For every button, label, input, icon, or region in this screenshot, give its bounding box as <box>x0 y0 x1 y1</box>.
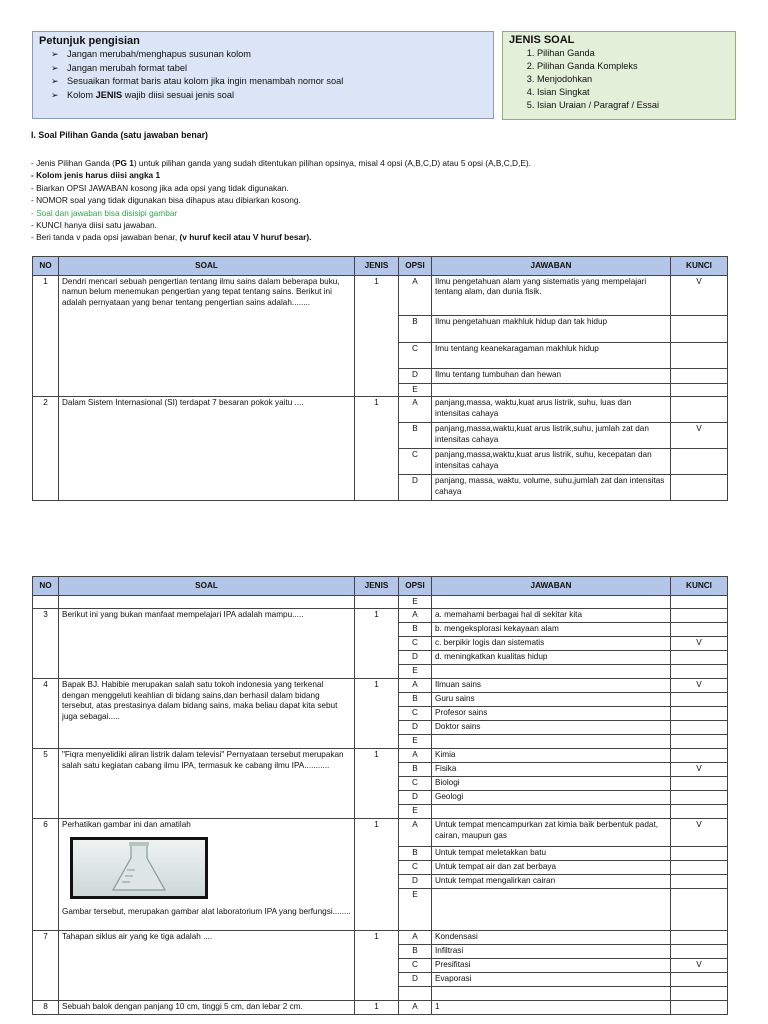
answer-key <box>671 623 728 637</box>
question-text-content: Dendri mencari sebuah pengertian tentang ilmu sains dalam beberapa buku, namun belum menemukan pengertian yang tepat tentang sains. Berikut ini adalah pernyataan yang benar tentang pengertian sains adalah........ <box>62 277 340 307</box>
jenis-soal-item: 3. Menjodohkan <box>537 73 729 86</box>
answer-key <box>671 651 728 665</box>
header-jawaban: JAWABAN <box>432 257 671 276</box>
option-answer: Untuk tempat mengalirkan cairan <box>432 875 671 889</box>
answer-key <box>671 1001 728 1015</box>
question-text <box>59 749 355 819</box>
option-letter: D <box>399 973 432 987</box>
rule-line: - NOMOR soal yang tidak digunakan bisa dihapus atau dibiarkan kosong. <box>31 195 301 206</box>
answer-key <box>671 847 728 861</box>
option-letter: B <box>399 693 432 707</box>
table-header-row <box>33 577 728 596</box>
answer-key <box>671 449 728 475</box>
petunjuk-item: ➢ Jangan merubah format tabel <box>67 62 487 76</box>
question-table-1 <box>32 256 728 501</box>
table-row <box>33 596 728 609</box>
answer-key <box>671 721 728 735</box>
option-letter: C <box>399 777 432 791</box>
answer-key: V <box>671 959 728 973</box>
option-answer: Untuk tempat meletakkan batu <box>432 847 671 861</box>
answer-key <box>671 777 728 791</box>
option-letter: D <box>399 369 432 384</box>
answer-key <box>671 791 728 805</box>
petunjuk-item <box>67 89 487 103</box>
jenis-soal-title: JENIS SOAL <box>509 34 575 46</box>
option-letter: A <box>399 679 432 693</box>
question-number: 7 <box>33 931 59 1001</box>
option-answer: 1 <box>432 1001 671 1015</box>
answer-key <box>671 735 728 749</box>
option-answer: Untuk tempat air dan zat berbaya <box>432 861 671 875</box>
table-row <box>33 679 728 693</box>
rule-line <box>31 231 531 243</box>
petunjuk-pengisian-box <box>32 31 494 119</box>
jenis-soal-item: 5. Isian Uraian / Paragraf / Essai <box>537 99 729 112</box>
question-type: 1 <box>355 931 399 1001</box>
answer-key: V <box>671 423 728 449</box>
option-answer: Kondensasi <box>432 931 671 945</box>
question-text <box>59 819 355 931</box>
answer-key <box>671 945 728 959</box>
table-row <box>33 931 728 945</box>
option-letter <box>399 987 432 1001</box>
petunjuk-item-bold: JENIS <box>95 89 123 100</box>
header-opsi: OPSI <box>399 577 432 596</box>
answer-key: V <box>671 763 728 777</box>
option-letter: A <box>399 1001 432 1015</box>
answer-key <box>671 316 728 343</box>
question-type: 1 <box>355 276 399 397</box>
option-letter: D <box>399 721 432 735</box>
question-type: 1 <box>355 749 399 819</box>
question-text-after: Gambar tersebut, merupakan gambar alat laboratorium IPA yang berfungsi........ <box>62 906 351 916</box>
question-text <box>59 679 355 749</box>
petunjuk-item-pre: Kolom <box>67 89 96 100</box>
table-row <box>33 1001 728 1015</box>
answer-key <box>671 889 728 931</box>
option-answer: panjang,massa,waktu,kuat arus listrik, suhu, kecepatan dan intensitas cahaya <box>432 449 671 475</box>
answer-key <box>671 665 728 679</box>
question-type: 1 <box>355 679 399 749</box>
rule-7-pre: - Beri tanda v pada opsi jawaban benar, <box>31 232 180 243</box>
answer-key <box>671 397 728 423</box>
jenis-soal-box <box>502 31 736 120</box>
question-text-content: Bapak BJ. Habibie merupakan salah satu tokoh indonesia yang terkenal dengan menggeluti keahlian di bidang sains,dan berhasil dalam bidang tersebut, atas prestasinya dalam bidang sains, maka beliau dapat kita sebut juga sebagai..... <box>62 680 338 721</box>
answer-key <box>671 596 728 609</box>
table-row <box>33 609 728 623</box>
option-letter: A <box>399 931 432 945</box>
answer-key: V <box>671 276 728 316</box>
option-letter: D <box>399 875 432 889</box>
jenis-soal-item: 1. Pilihan Ganda <box>537 47 729 60</box>
petunjuk-item-post: wajib diisi sesuai jenis soal <box>122 89 235 100</box>
option-letter: A <box>399 276 432 316</box>
option-answer: Infiltrasi <box>432 945 671 959</box>
answer-key <box>671 369 728 384</box>
option-answer: Doktor sains <box>432 721 671 735</box>
answer-key <box>671 693 728 707</box>
option-letter: D <box>399 651 432 665</box>
petunjuk-list <box>39 48 487 102</box>
question-number: 3 <box>33 609 59 679</box>
question-number: 6 <box>33 819 59 931</box>
option-answer: Fisika <box>432 763 671 777</box>
question-text-content: Tahapan siklus air yang ke tiga adalah .... <box>62 932 213 942</box>
answer-key <box>671 707 728 721</box>
question-type: 1 <box>355 609 399 679</box>
option-answer: Kimia <box>432 749 671 763</box>
rule-7-bold: (v huruf kecil atau V huruf besar). <box>179 232 312 243</box>
option-answer: Imu tentang keanekaragaman makhluk hidup <box>432 343 671 369</box>
answer-key: V <box>671 679 728 693</box>
option-letter: A <box>399 819 432 847</box>
option-letter: E <box>399 596 432 609</box>
option-answer: panjang,massa,waktu,kuat arus listrik,suhu, jumlah zat dan intensitas cahaya <box>432 423 671 449</box>
header-kunci: KUNCI <box>671 577 728 596</box>
header-opsi: OPSI <box>399 257 432 276</box>
erlenmeyer-flask-image <box>70 837 208 899</box>
option-letter: E <box>399 805 432 819</box>
table-row <box>33 819 728 847</box>
option-answer: a. memahami berbagai hal di sekitar kita <box>432 609 671 623</box>
option-letter: A <box>399 749 432 763</box>
rules-block <box>31 157 531 244</box>
question-table-2 <box>32 576 728 1015</box>
option-answer: panjang, massa, waktu, volume, suhu,jumlah zat dan intensitas cahaya <box>432 475 671 501</box>
question-text-content: "Fiqra menyelidiki aliran listrik dalam televisi" Pernyataan tersebut merupakan salah satu kegiatan cabang ilmu IPA, termasuk ke cabang ilmu IPA........... <box>62 750 344 770</box>
question-text <box>59 1001 355 1015</box>
answer-key <box>671 931 728 945</box>
option-letter: B <box>399 847 432 861</box>
answer-key <box>671 875 728 889</box>
question-text <box>59 276 355 397</box>
table-header-row <box>33 257 728 276</box>
question-text-content: Perhatikan gambar ini dan amatilah <box>62 820 191 830</box>
option-answer <box>432 987 671 1001</box>
option-letter: B <box>399 945 432 959</box>
option-letter: C <box>399 637 432 651</box>
option-letter: C <box>399 861 432 875</box>
option-answer: Geologi <box>432 791 671 805</box>
option-answer: Ilmu tentang tumbuhan dan hewan <box>432 369 671 384</box>
rule-line <box>31 157 531 169</box>
option-answer: c. berpikir logis dan sistematis <box>432 637 671 651</box>
option-answer: Biologi <box>432 777 671 791</box>
rule-line: - Soal dan jawaban bisa disisipi gambar <box>31 207 178 218</box>
question-type: 1 <box>355 397 399 501</box>
petunjuk-item: ➢ Jangan merubah/menghapus susunan kolom <box>67 48 487 62</box>
answer-key <box>671 384 728 397</box>
option-answer: panjang,massa, waktu,kuat arus listrik, suhu, luas dan intensitas cahaya <box>432 397 671 423</box>
rule-1-bold: PG 1 <box>114 158 134 168</box>
option-answer: Ilmuan sains <box>432 679 671 693</box>
question-type: 1 <box>355 819 399 931</box>
option-answer: Untuk tempat mencampurkan zat kimia baik berbentuk padat, cairan, maupun gas <box>432 819 671 847</box>
question-text-content: Dalam Sistem Internasional (SI) terdapat 7 besaran pokok yaitu .... <box>62 398 304 408</box>
answer-key: V <box>671 637 728 651</box>
option-answer: Profesor sains <box>432 707 671 721</box>
option-answer: b. mengeksplorasi kekayaan alam <box>432 623 671 637</box>
option-answer <box>432 735 671 749</box>
option-letter: C <box>399 959 432 973</box>
option-letter: A <box>399 609 432 623</box>
option-letter: B <box>399 763 432 777</box>
option-letter: D <box>399 791 432 805</box>
table-row <box>33 276 728 316</box>
option-answer: Ilmu pengetahuan makhluk hidup dan tak hidup <box>432 316 671 343</box>
option-answer <box>432 665 671 679</box>
answer-key <box>671 609 728 623</box>
option-answer: Guru sains <box>432 693 671 707</box>
petunjuk-title: Petunjuk pengisian <box>39 35 140 47</box>
question-text-content: Sebuah balok dengan panjang 10 cm, tinggi 5 cm, dan lebar 2 cm. <box>62 1002 303 1012</box>
question-text-content: Berikut ini yang bukan manfaat mempelajari IPA adalah mampu..... <box>62 610 304 620</box>
answer-key <box>671 749 728 763</box>
option-answer <box>432 805 671 819</box>
table-row <box>33 749 728 763</box>
answer-key <box>671 343 728 369</box>
option-answer: Ilmu pengetahuan alam yang sistematis yang mempelajari tentang alam, dan dunia fisik. <box>432 276 671 316</box>
question-number: 4 <box>33 679 59 749</box>
question-number: 5 <box>33 749 59 819</box>
option-letter: C <box>399 343 432 369</box>
option-answer <box>432 889 671 931</box>
rule-1-pre: - Jenis Pilihan Ganda ( <box>31 158 115 168</box>
jenis-soal-list <box>509 47 729 112</box>
option-letter: E <box>399 735 432 749</box>
answer-key <box>671 861 728 875</box>
option-letter: D <box>399 475 432 501</box>
option-answer <box>432 384 671 397</box>
header-no: NO <box>33 577 59 596</box>
question-type: 1 <box>355 1001 399 1015</box>
section-title: I. Soal Pilihan Ganda (satu jawaban benar) <box>31 130 208 140</box>
petunjuk-item: ➢ Sesuaikan format baris atau kolom jika ingin menambah nomor soal <box>67 75 487 89</box>
header-soal: SOAL <box>59 257 355 276</box>
option-letter: E <box>399 665 432 679</box>
jenis-soal-item: 4. Isian Singkat <box>537 86 729 99</box>
question-text <box>59 931 355 1001</box>
table-row <box>33 397 728 423</box>
header-no: NO <box>33 257 59 276</box>
option-answer: Evaporasi <box>432 973 671 987</box>
header-jenis: JENIS <box>355 257 399 276</box>
header-jawaban: JAWABAN <box>432 577 671 596</box>
option-letter: B <box>399 316 432 343</box>
option-answer: d. meningkatkan kualitas hidup <box>432 651 671 665</box>
option-letter: A <box>399 397 432 423</box>
question-text <box>59 609 355 679</box>
answer-key <box>671 475 728 501</box>
answer-key <box>671 805 728 819</box>
option-letter: E <box>399 384 432 397</box>
rule-line: - Kolom jenis harus diisi angka 1 <box>31 170 161 181</box>
jenis-soal-item: 2. Pilihan Ganda Kompleks <box>537 60 729 73</box>
header-jenis: JENIS <box>355 577 399 596</box>
option-letter: C <box>399 707 432 721</box>
option-letter: B <box>399 623 432 637</box>
rule-1-post: ) untuk pilihan ganda yang sudah ditentukan pilihan opsinya, misal 4 opsi (A,B,C,D) atau 5 opsi (A,B,C,D,E). <box>133 158 531 168</box>
header-kunci: KUNCI <box>671 257 728 276</box>
rule-line: - Biarkan OPSI JAWABAN kosong jika ada opsi yang tidak digunakan. <box>31 182 289 193</box>
option-letter: B <box>399 423 432 449</box>
answer-key <box>671 987 728 1001</box>
option-answer <box>432 596 671 609</box>
question-number <box>33 596 59 609</box>
option-letter: C <box>399 449 432 475</box>
option-letter: E <box>399 889 432 931</box>
answer-key <box>671 973 728 987</box>
question-text <box>59 596 355 609</box>
answer-key: V <box>671 819 728 847</box>
rule-line: - KUNCI hanya diisi satu jawaban. <box>31 220 157 231</box>
question-type <box>355 596 399 609</box>
question-number: 1 <box>33 276 59 397</box>
question-text <box>59 397 355 501</box>
question-number: 8 <box>33 1001 59 1015</box>
question-number: 2 <box>33 397 59 501</box>
header-soal: SOAL <box>59 577 355 596</box>
option-answer: Presifitasi <box>432 959 671 973</box>
